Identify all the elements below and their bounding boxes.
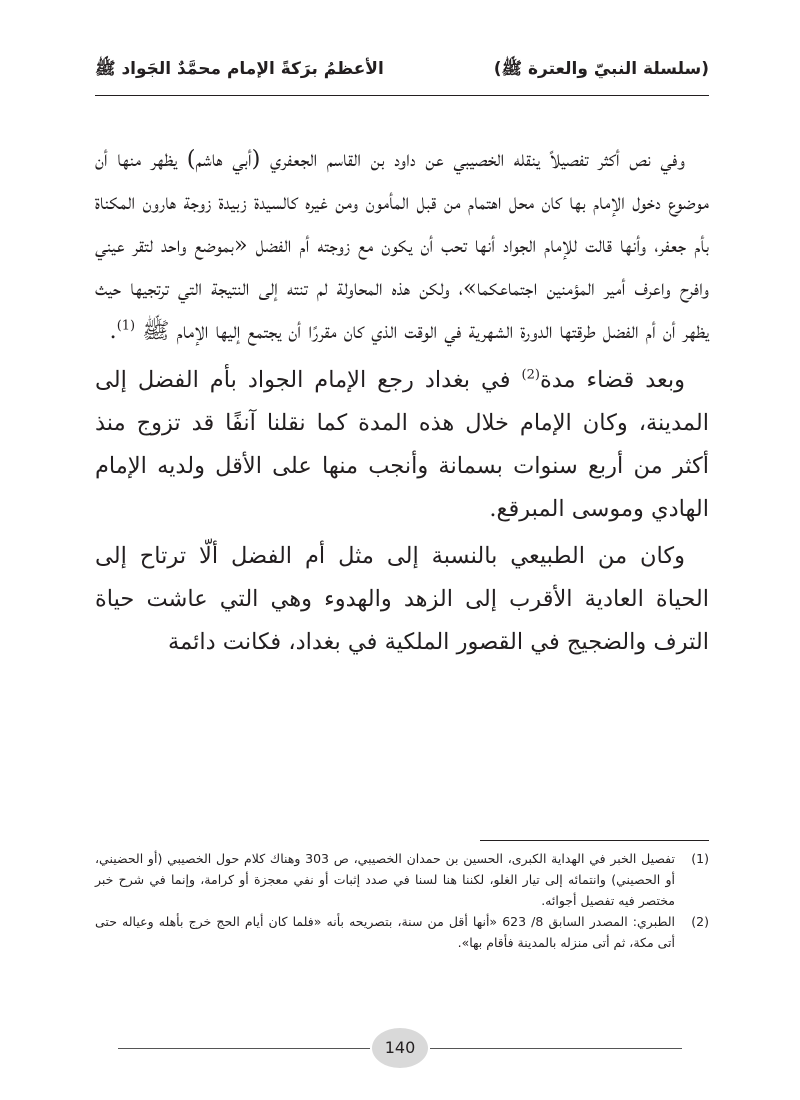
footnote-divider (480, 840, 709, 841)
footnote-ref-1: (1) (116, 318, 136, 334)
header-divider (95, 95, 709, 96)
paragraph-1-tail: . (109, 318, 117, 344)
footnote-2 (95, 911, 709, 953)
paragraph-2-text-before: وبعد قضاء مدة (539, 367, 685, 393)
paragraph-3-text: وكان من الطبيعي بالنسبة إلى مثل أم الفضل ألّا ترتاح إلى الحياة العادية الأقرب إلى الزهد والهدوء وهي التي عاشت حياة الترف والضجيج في القصور الملكية في بغداد، فكانت دائمة (95, 543, 709, 655)
main-text (95, 138, 709, 668)
page-number-rule-left (118, 1048, 370, 1049)
footnote-text: الطبري: المصدر السابق 8/ 623 «أنها أقل من سنة، بتصريحه بأنه «فلما كان أيام الحج خرج بأهله وعياله حتى أتى مكة، ثم أتى منزله بالمدينة فأقام بها». (95, 914, 676, 950)
book-title: الأعظمُ برَكةً الإمام محمَّدٌ الجَواد ﷺ (95, 59, 384, 79)
footnotes (95, 848, 709, 953)
page-number: 140 (372, 1028, 428, 1068)
paragraph-1-text: وفي نص أكثر تفصيلاً ينقله الخصيبي عن داود بن القاسم الجعفري (أبي هاشم) يظهر منها أن موضوع دخول الإمام بها كان محل اهتمام من قبل المأمون ومن غيره كالسيدة زبيدة زوجة هارون المكناة بأم جعفر، وأنها قالت للإمام الجواد أنها تحب أن يكون مع زوجته أم الفضل «بموضع واحد لتقر عيني وافرح واعرف أمير المؤمنين اجتماعكما»، ولكن هذه المحاولة لم تنته إلى النتيجة التي ترتجيها حيث يظهر أن أم الفضل طرقتها الدورة الشهرية في الوقت الذي كان مقررًا أن يجتمع إليها الإمام ﷺ (95, 146, 709, 344)
paragraph-2-text-after: في بغداد رجع الإمام الجواد بأم الفضل إلى المدينة، وكان الإمام خلال هذه المدة كما نقلنا آنفًا قد تزوج منذ أكثر من أربع سنوات بسمانة وأنجب منها على الأقل ولديه الإمام الهادي وموسى المبرقع. (95, 367, 709, 522)
running-header (95, 58, 709, 88)
footnote-1 (95, 848, 709, 911)
footnote-number: (1) (691, 851, 709, 866)
paragraph-3 (95, 535, 709, 664)
footnote-ref-2: (2) (521, 367, 540, 383)
footnote-number: (2) (691, 914, 709, 929)
series-title: (سلسلة النبيّ والعترة ﷺ) (493, 59, 709, 79)
footnote-text: تفصيل الخبر في الهداية الكبرى، الحسين بن حمدان الخصيبي، ص 303 وهناك كلام حول الخصيبي (أو الحضيني، أو الحصيني) وانتمائه إلى تيار الغلو، لكننا هنا لسنا في صدد إثبات أو نفي معجزة أو كرامة، وإنما في شرح خبر مختصر فيه تفصيل أجوائه. (95, 851, 675, 908)
page-number-rule-right (430, 1048, 682, 1049)
paragraph-1 (95, 138, 709, 353)
paragraph-2 (95, 359, 709, 531)
